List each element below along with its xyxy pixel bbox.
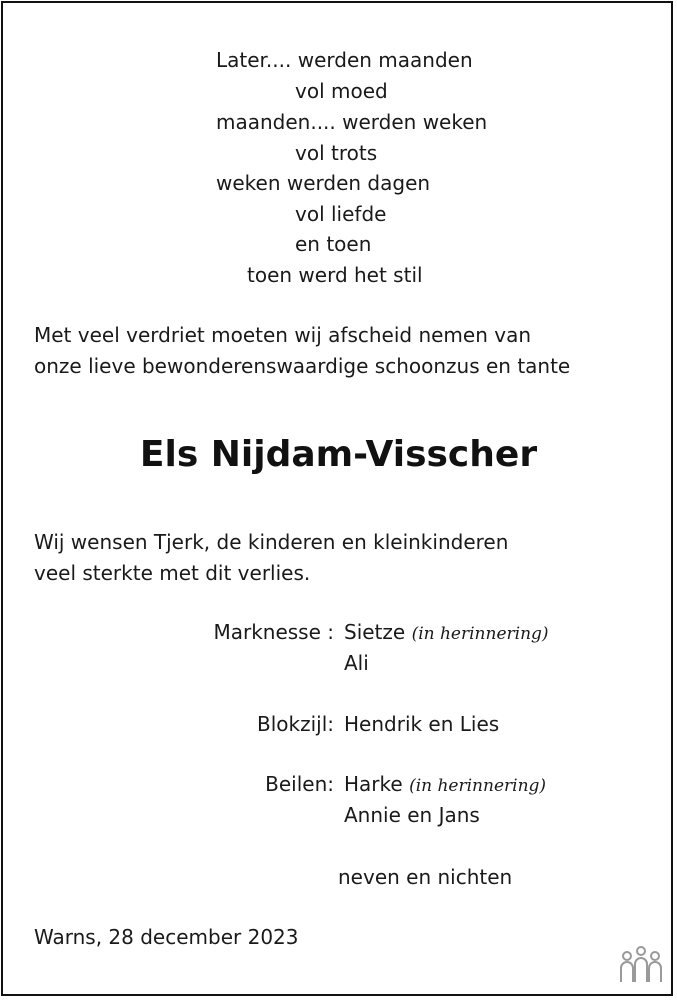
place-and-date: Warns, 28 december 2023 bbox=[34, 925, 299, 949]
family-marknesse-line-1 bbox=[344, 620, 549, 646]
people-group-icon bbox=[617, 942, 665, 990]
intro-line-2: onze lieve bewonderenswaardige schoonzus en tante bbox=[34, 354, 571, 378]
poem-line-3: maanden.... werden weken bbox=[216, 110, 488, 134]
poem-line-1: Later.... werden maanden bbox=[216, 48, 473, 72]
family-place-marknesse: Marknesse : bbox=[213, 620, 334, 644]
in-memoriam-note: (in herinnering) bbox=[411, 624, 549, 644]
poem-line-2: vol moed bbox=[295, 79, 388, 103]
poem-line-8: toen werd het stil bbox=[247, 263, 423, 287]
family-member-name: Sietze bbox=[344, 620, 406, 644]
poem-line-6: vol liefde bbox=[295, 202, 387, 226]
family-place-blokzijl: Blokzijl: bbox=[256, 712, 334, 736]
poem-line-5: weken werden dagen bbox=[216, 171, 431, 195]
wishes-line-1: Wij wensen Tjerk, de kinderen en kleinkinderen bbox=[34, 530, 509, 554]
wishes-line-2: veel sterkte met dit verlies. bbox=[34, 561, 311, 585]
poem-line-4: vol trots bbox=[295, 141, 378, 165]
family-others: neven en nichten bbox=[338, 865, 513, 889]
family-blokzijl-line-1: Hendrik en Lies bbox=[344, 712, 500, 736]
family-beilen-line-2: Annie en Jans bbox=[344, 803, 480, 827]
deceased-name: Els Nijdam-Visscher bbox=[139, 434, 538, 475]
family-place-beilen: Beilen: bbox=[265, 772, 334, 796]
intro-line-1: Met veel verdriet moeten wij afscheid nemen van bbox=[34, 323, 532, 347]
family-marknesse-line-2: Ali bbox=[344, 651, 369, 675]
poem-line-7: en toen bbox=[295, 232, 372, 256]
in-memoriam-note: (in herinnering) bbox=[409, 776, 547, 796]
family-beilen-line-1 bbox=[344, 772, 546, 798]
family-member-name: Harke bbox=[344, 772, 403, 796]
